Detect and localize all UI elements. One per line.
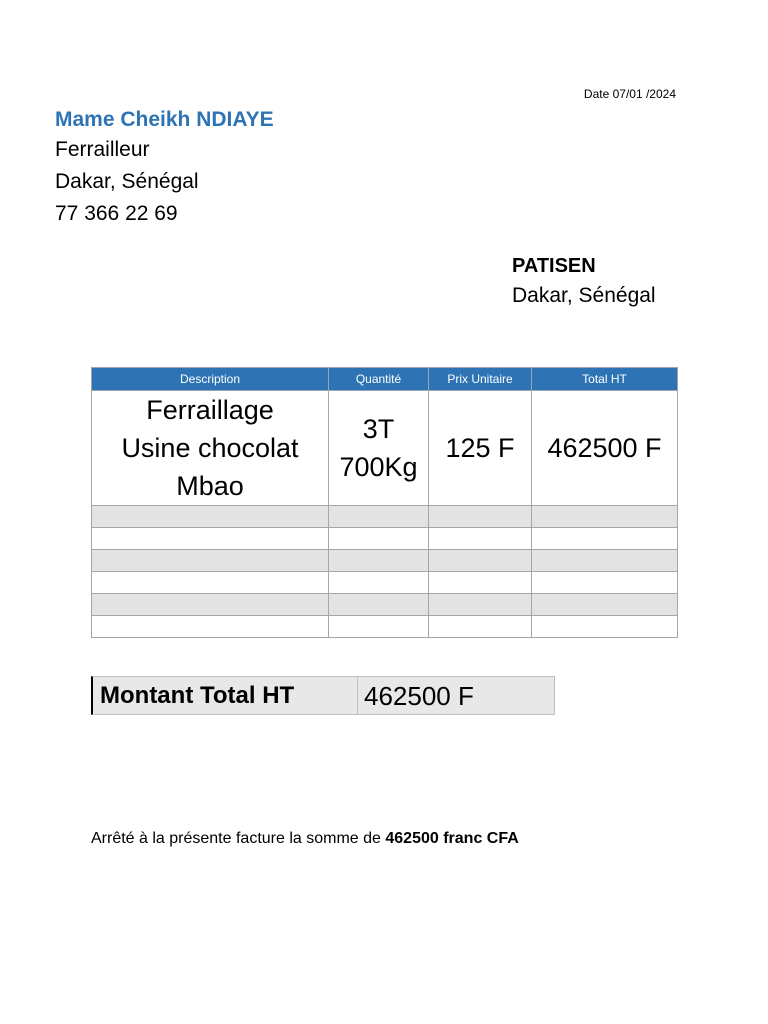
item-total: 462500 F: [532, 391, 678, 506]
closing-statement: [91, 830, 519, 848]
item-quantity: [329, 391, 429, 506]
table-row-empty: [92, 528, 678, 550]
table-header-row: [92, 368, 678, 391]
recipient-location: Dakar, Sénégal: [512, 284, 656, 307]
total-label: Montant Total HT: [93, 677, 358, 714]
table-row-empty: [92, 550, 678, 572]
table-row: [92, 391, 678, 506]
recipient-name: PATISEN: [512, 255, 596, 277]
item-quantity-line: 3T: [362, 414, 395, 444]
sender-block: [55, 106, 274, 230]
item-description-line: Ferraillage: [146, 395, 274, 425]
table-row-empty: [92, 616, 678, 638]
total-value: 462500 F: [364, 681, 474, 711]
header-total: Total HT: [532, 368, 678, 391]
invoice-date: Date 07/01 /2024: [583, 87, 676, 101]
total-amount-box: [91, 676, 555, 715]
item-description-line: Usine chocolat: [121, 433, 299, 463]
table-row-empty: [92, 506, 678, 528]
table-row-empty: [92, 594, 678, 616]
item-description-line: Mbao: [176, 471, 244, 501]
closing-statement-text: Arrêté à la présente facture la somme de: [91, 830, 386, 847]
invoice-items-table: [91, 367, 678, 638]
item-description: [92, 391, 329, 506]
sender-phone: 77 366 22 69: [55, 202, 178, 225]
recipient-block: [512, 252, 656, 312]
header-unit-price: Prix Unitaire: [429, 368, 532, 391]
item-unit-price: 125 F: [429, 391, 532, 506]
item-quantity-line: 700Kg: [339, 452, 418, 482]
closing-statement-amount: 462500 franc CFA: [385, 830, 519, 847]
header-quantity: Quantité: [329, 368, 429, 391]
sender-location: Dakar, Sénégal: [55, 170, 199, 193]
sender-name: Mame Cheikh NDIAYE: [55, 108, 274, 131]
table-row-empty: [92, 572, 678, 594]
sender-profession: Ferrailleur: [55, 138, 150, 161]
header-description: Description: [92, 368, 329, 391]
